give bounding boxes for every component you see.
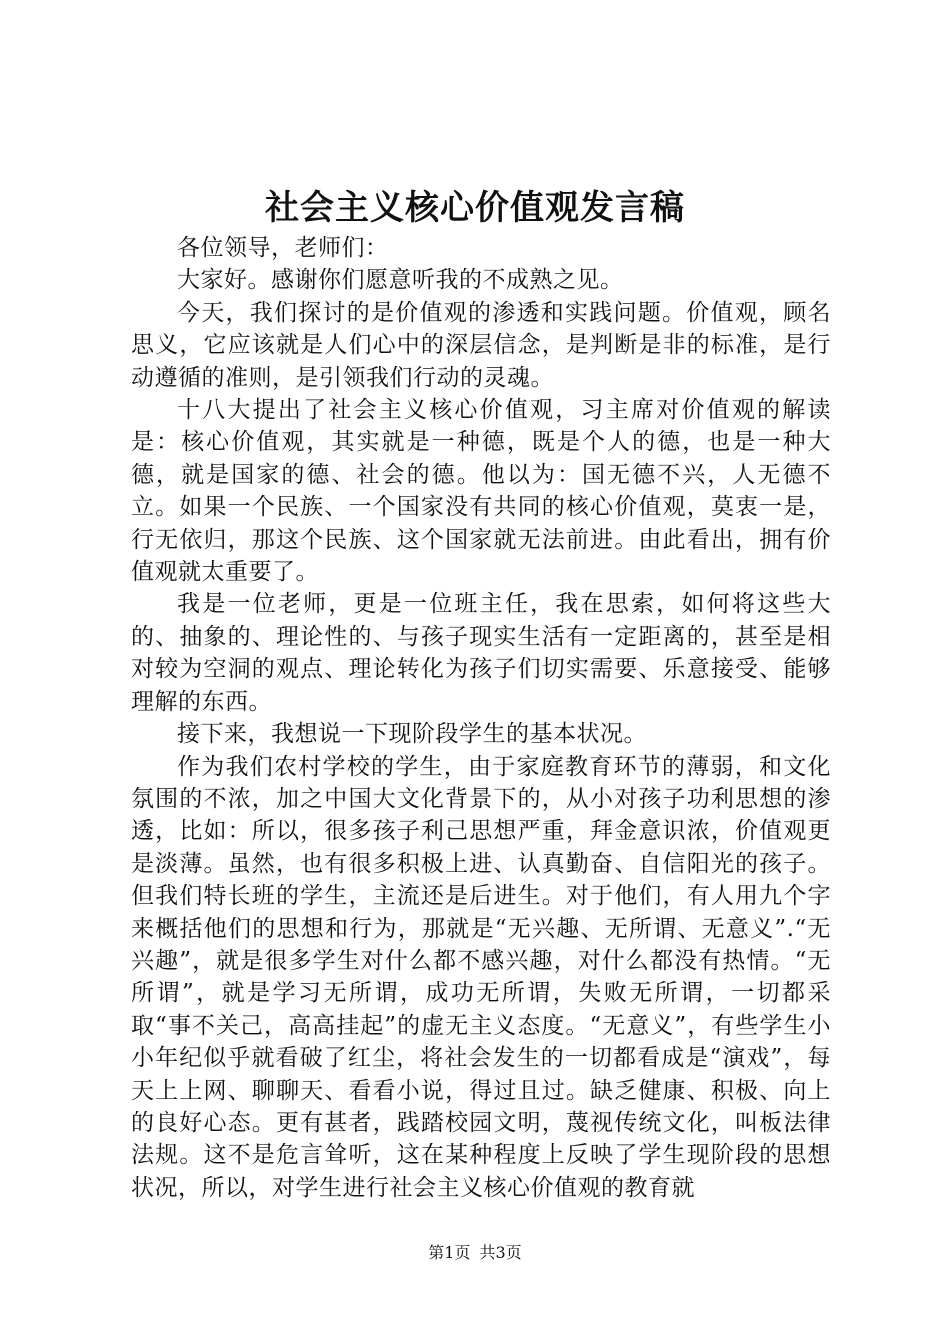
document-title: 社会主义核心价值观发言稿 <box>265 188 685 228</box>
paragraph-transition: 接下来，我想说一下现阶段学生的基本状况。 <box>177 721 647 748</box>
page-footer <box>0 1243 950 1263</box>
page-number: 第1页 <box>428 1243 471 1262</box>
page-total: 共3页 <box>479 1243 522 1262</box>
paragraph-greeting: 各位领导，老师们： <box>177 235 389 261</box>
paragraph-values-definition: 今天，我们探讨的是价值观的渗透和实践问题。价值观，顾名思义，它应该就是人们心中的深层信念，是判断是非的标准，是行动遵循的准则，是引领我们行动的灵魂。 <box>131 299 831 391</box>
paragraph-core-values: 十八大提出了社会主义核心价值观，习主席对价值观的解读是：核心价值观，其实就是一种德，既是个人的德，也是一种大德，就是国家的德、社会的德。他以为：国无德不兴，人无德不立。如果一个民族、一个国家没有共同的核心价值观，莫衷一是，行无依归，那这个民族、这个国家就无法前进。由此看出，拥有价值观就太重要了。 <box>131 397 831 586</box>
document-body <box>131 232 831 1204</box>
paragraph-student-status: 作为我们农村学校的学生，由于家庭教育环节的薄弱，和文化氛围的不浓，加之中国大文化背景下的，从小对孩子功利思想的渗透，比如：所以，很多孩子利己思想严重，拜金意识浓，价值观更是淡薄。虽然，也有很多积极上进、认真勤奋、自信阳光的孩子。但我们特长班的学生，主流还是后进生。对于他们，有人用九个字来概括他们的思想和行为，那就是“无兴趣、无所谓、无意义”.“无兴趣”，就是很多学生对什么都不感兴趣，对什么都没有热情。“无所谓”，就是学习无所谓，成功无所谓，失败无所谓，一切都采取“事不关己，高高挂起”的虚无主义态度。“无意义”，有些学生小小年纪似乎就看破了红尘，将社会发生的一切都看成是“演戏”，每天上上网、聊聊天、看看小说，得过且过。缺乏健康、积极、向上的良好心态。更有甚者，践踏校园文明，蔑视传统文化，叫板法律法规。这不是危言耸听，这在某种程度上反映了学生现阶段的思想状况，所以，对学生进行社会主义核心价值观的教育就 <box>131 753 831 1201</box>
paragraph-thanks: 大家好。感谢你们愿意听我的不成熟之见。 <box>177 267 624 294</box>
paragraph-teacher-reflection: 我是一位老师，更是一位班主任，我在思索，如何将这些大的、抽象的、理论性的、与孩子现实生活有一定距离的，甚至是相对较为空洞的观点、理论转化为孩子们切实需要、乐意接受、能够理解的东西。 <box>131 591 831 715</box>
